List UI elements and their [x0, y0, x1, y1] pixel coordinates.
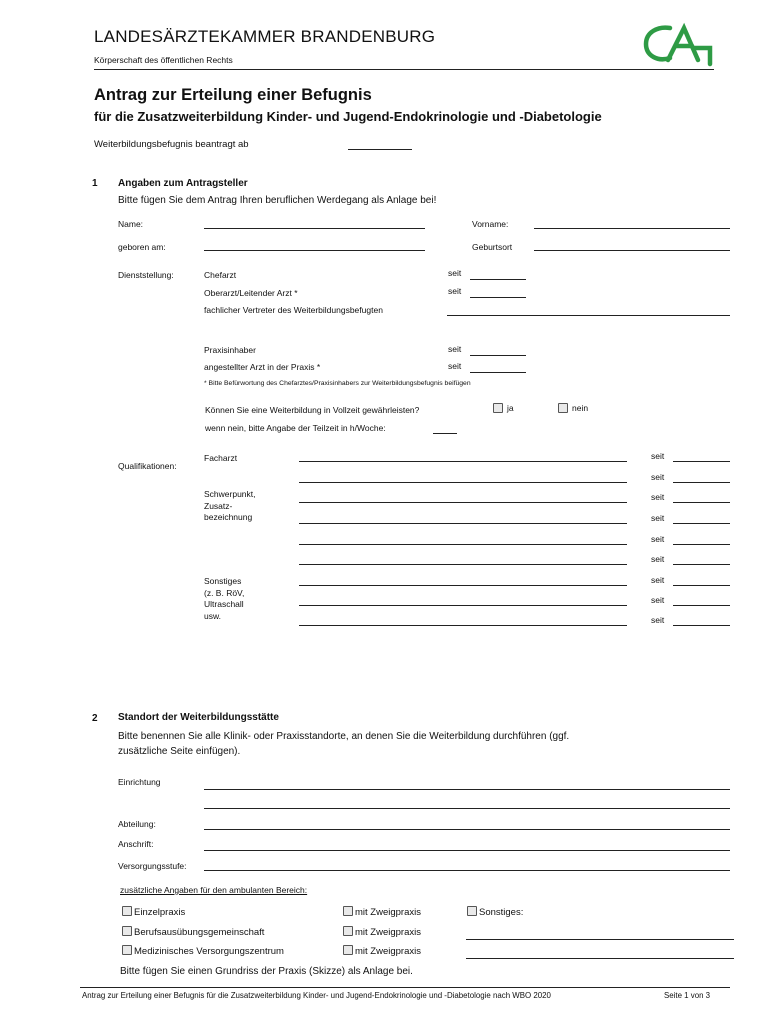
- position-chefarzt: Chefarzt: [204, 270, 237, 280]
- sonstiges-label-line: Sonstiges: [204, 576, 242, 586]
- requested-from-field[interactable]: [348, 149, 412, 150]
- born-field[interactable]: [204, 250, 425, 251]
- abteilung-field[interactable]: [204, 829, 730, 830]
- schwerpunkt-label-line: bezeichnung: [204, 512, 253, 522]
- qualification-seit-field[interactable]: [673, 585, 730, 586]
- seit-label: seit: [448, 268, 462, 278]
- fulltime-no-label: nein: [572, 403, 589, 413]
- name-label: Name:: [118, 219, 144, 229]
- position-angestellter: angestellter Arzt in der Praxis *: [204, 362, 321, 372]
- qualification-seit-field[interactable]: [673, 502, 730, 503]
- section2-heading: Standort der Weiterbildungsstätte: [118, 712, 279, 723]
- sonstiges-label-line: usw.: [204, 610, 222, 621]
- anschrift-field[interactable]: [204, 850, 730, 851]
- sonstiges-option[interactable]: [467, 906, 523, 918]
- qualification-seit-field[interactable]: [673, 544, 730, 545]
- zweigpraxis-option[interactable]: [343, 945, 421, 957]
- qualification-field[interactable]: [299, 564, 627, 565]
- page-number: Seite 1 von 3: [664, 991, 711, 1000]
- sonstiges-label-line: Ultraschall: [204, 599, 244, 609]
- qualification-field[interactable]: [299, 502, 627, 503]
- seit-label: seit: [448, 344, 462, 354]
- schwerpunkt-label-line: Schwerpunkt,: [204, 489, 256, 499]
- fulltime-yes-label: ja: [507, 403, 514, 413]
- sonstiges-option-label: Sonstiges:: [479, 907, 524, 918]
- seit-label: seit: [651, 513, 665, 523]
- qualification-seit-field[interactable]: [673, 482, 730, 483]
- seit-label: seit: [651, 595, 665, 605]
- anschrift-label: Anschrift:: [118, 839, 154, 849]
- born-label: geboren am:: [118, 242, 166, 252]
- einrichtung-label: Einrichtung: [118, 777, 161, 787]
- footnote: * Bitte Befürwortung des Chefarztes/Praxisinhabers zur Weiterbildungsbefugnis beifügen: [204, 380, 471, 387]
- zweigpraxis-checkbox[interactable]: [343, 945, 353, 955]
- einzelpraxis-label: Einzelpraxis: [134, 907, 186, 918]
- section1-heading: Angaben zum Antragsteller: [118, 178, 248, 189]
- seit-angestellter-field[interactable]: [470, 372, 526, 373]
- zweigpraxis-checkbox[interactable]: [343, 906, 353, 916]
- organization-subtitle: Körperschaft des öffentlichen Rechts: [94, 55, 233, 65]
- seit-label: seit: [651, 615, 665, 625]
- position-praxisinhaber: Praxisinhaber: [204, 345, 256, 355]
- facharzt-label: Facharzt: [204, 453, 238, 463]
- mvz-option[interactable]: [122, 945, 284, 957]
- qualification-field[interactable]: [299, 544, 627, 545]
- seit-praxisinhaber-field[interactable]: [470, 355, 526, 356]
- vorname-field[interactable]: [534, 228, 730, 229]
- schwerpunkt-label-line: Zusatz-: [204, 500, 233, 511]
- section2-instruction-line1: Bitte benennen Sie alle Klinik- oder Praxisstandorte, an denen Sie die Weiterbildung durchführen (ggf.: [118, 731, 570, 742]
- parttime-label: wenn nein, bitte Angabe der Teilzeit in h/Woche:: [205, 423, 386, 433]
- requested-from-label: Weiterbildungsbefugnis beantragt ab: [94, 139, 249, 150]
- einrichtung-field-2[interactable]: [204, 808, 730, 809]
- zweigpraxis-label: mit Zweigpraxis: [355, 946, 421, 957]
- qualification-seit-field[interactable]: [673, 523, 730, 524]
- qualification-field[interactable]: [299, 625, 627, 626]
- vorname-label: Vorname:: [472, 219, 509, 229]
- section1-instruction: Bitte fügen Sie dem Antrag Ihren beruflichen Werdegang als Anlage bei!: [118, 195, 437, 206]
- birthplace-label: Geburtsort: [472, 242, 513, 252]
- einzelpraxis-checkbox[interactable]: [122, 906, 132, 916]
- qualification-field[interactable]: [299, 585, 627, 586]
- berufsausuebung-option[interactable]: [122, 926, 264, 938]
- seit-label: seit: [651, 492, 665, 502]
- seit-label: seit: [651, 554, 665, 564]
- qualification-seit-field[interactable]: [673, 625, 730, 626]
- vertreter-field[interactable]: [447, 315, 730, 316]
- seit-label: seit: [651, 575, 665, 585]
- name-field[interactable]: [204, 228, 425, 229]
- position-oberarzt: Oberarzt/Leitender Arzt *: [204, 288, 298, 298]
- seit-label: seit: [651, 534, 665, 544]
- grundriss-note: Bitte fügen Sie einen Grundriss der Praxis (Skizze) als Anlage bei.: [120, 966, 413, 977]
- qualification-field[interactable]: [299, 523, 627, 524]
- sonstiges-field-2[interactable]: [466, 958, 734, 959]
- organization-name: LANDESÄRZTEKAMMER BRANDENBURG: [94, 27, 436, 46]
- seit-label: seit: [651, 472, 665, 482]
- zweigpraxis-option[interactable]: [343, 906, 421, 918]
- berufsausuebung-checkbox[interactable]: [122, 926, 132, 936]
- fulltime-question: Können Sie eine Weiterbildung in Vollzeit gewährleisten?: [205, 405, 420, 415]
- qualification-field[interactable]: [299, 461, 627, 462]
- qualification-seit-field[interactable]: [673, 564, 730, 565]
- versorgungsstufe-field[interactable]: [204, 870, 730, 871]
- seit-chefarzt-field[interactable]: [470, 279, 526, 280]
- dienststellung-label: Dienststellung:: [118, 270, 174, 280]
- page-subtitle: für die Zusatzweiterbildung Kinder- und Jugend-Endokrinologie und -Diabetologie: [94, 109, 602, 124]
- footer-text: Antrag zur Erteilung einer Befugnis für die Zusatzweiterbildung Kinder- und Jugend-Endokrinologie und -Diabetologie nach WBO 2020: [82, 991, 551, 1000]
- sonstiges-label: [204, 576, 244, 622]
- versorgungsstufe-label: Versorgungsstufe:: [118, 861, 187, 871]
- qualification-seit-field[interactable]: [673, 605, 730, 606]
- zweigpraxis-option[interactable]: [343, 926, 421, 938]
- zweigpraxis-label: mit Zweigpraxis: [355, 907, 421, 918]
- fulltime-no-checkbox[interactable]: [558, 403, 568, 413]
- schwerpunkt-label: [204, 489, 256, 524]
- qualification-seit-field[interactable]: [673, 461, 730, 462]
- zweigpraxis-checkbox[interactable]: [343, 926, 353, 936]
- sonstiges-field[interactable]: [466, 939, 734, 940]
- sonstiges-checkbox[interactable]: [467, 906, 477, 916]
- footer-rule: [80, 987, 730, 988]
- qualifications-label: Qualifikationen:: [118, 461, 177, 471]
- seit-label: seit: [448, 286, 462, 296]
- seit-oberarzt-field[interactable]: [470, 297, 526, 298]
- zweigpraxis-label: mit Zweigpraxis: [355, 927, 421, 938]
- parttime-field[interactable]: [433, 433, 457, 434]
- seit-label: seit: [651, 451, 665, 461]
- section1-number: 1: [92, 178, 98, 189]
- einrichtung-field[interactable]: [204, 789, 730, 790]
- berufsausuebung-label: Berufsausübungsgemeinschaft: [134, 927, 265, 938]
- section2-instruction-line2: zusätzliche Seite einfügen).: [118, 746, 241, 757]
- chamber-logo: [640, 20, 716, 68]
- birthplace-field[interactable]: [534, 250, 730, 251]
- qualification-field[interactable]: [299, 605, 627, 606]
- page-title: Antrag zur Erteilung einer Befugnis: [94, 86, 372, 104]
- seit-label: seit: [448, 361, 462, 371]
- position-vertreter: fachlicher Vertreter des Weiterbildungsbefugten: [204, 305, 383, 315]
- mvz-checkbox[interactable]: [122, 945, 132, 955]
- ambulant-label: zusätzliche Angaben für den ambulanten Bereich:: [120, 885, 308, 895]
- section2-number: 2: [92, 713, 98, 724]
- header-rule: [94, 69, 714, 70]
- sonstiges-label-line: (z. B. RöV,: [204, 587, 245, 598]
- fulltime-yes-checkbox[interactable]: [493, 403, 503, 413]
- mvz-label: Medizinisches Versorgungszentrum: [134, 946, 284, 957]
- abteilung-label: Abteilung:: [118, 819, 156, 829]
- einzelpraxis-option[interactable]: [122, 906, 185, 918]
- qualification-field[interactable]: [299, 482, 627, 483]
